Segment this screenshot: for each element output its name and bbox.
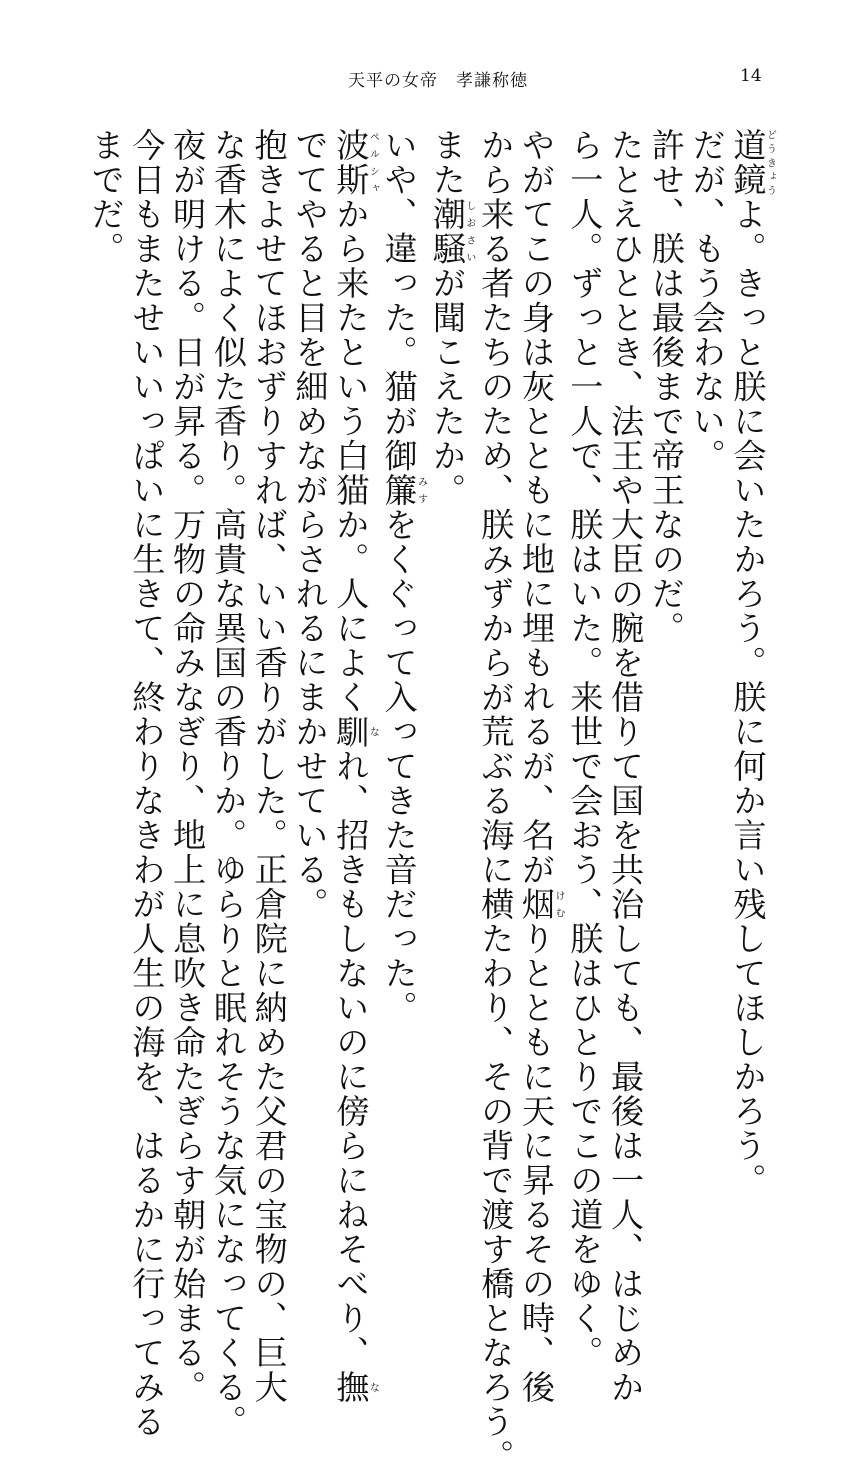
text-line: だが、もう会わない。 [687, 128, 727, 473]
ruby-word: 馴な [331, 714, 379, 749]
text-line: までだ。 [86, 128, 126, 266]
text-line: 今日もまたせいいっぱいに生きて、終わりなきわが人生の海を、はるかに行ってみる [127, 128, 167, 1439]
text-line: な香木によく似た香り。高貴な異国の香りか。ゆらりと眠れそうな気になってくる。 [208, 128, 248, 1439]
text-line: 夜が明ける。日が昇る。万物の命みなぎり、地上に息吹き命たぎらす朝が始まる。 [168, 128, 208, 1405]
text-line: いや、違った。猫が御簾みすをくぐって入ってきた音だった。 [379, 128, 427, 1025]
ruby-word: 波斯ペルシャ [331, 128, 379, 197]
page-header [0, 66, 841, 94]
running-title: 天平の女帝 孝謙称徳 [348, 71, 528, 91]
text-line: でてやると目を細めながらされるにまかせている。 [290, 128, 330, 922]
text-line: 許せ、朕は最後まで帝王なのだ。 [646, 128, 686, 646]
ruby-word: 簾みす [379, 473, 427, 508]
text-line: たとえひととき、法王や大臣の腕を借りて国を共治しても、最後は一人、はじめか [606, 128, 646, 1405]
text-line: また潮騒しおさいが聞こえたか。 [427, 128, 475, 508]
text-line: 抱きよせてほおずりすれば、いい香りがした。正倉院に納めた父君の宝物の、巨大 [249, 128, 289, 1405]
text-line: ら一人。ずっと一人で、朕はいた。来世で会おう、朕はひとりでこの道をゆく。 [565, 128, 605, 1370]
text-line: から来る者たちのため、朕みずからが荒ぶる海に横たわり、その背で渡す橋となろう。 [476, 128, 516, 1474]
text-line: 波斯ペルシャから来たという白猫か。人によく馴なれ、招きもしないのに傍らにねそべり、撫な [331, 128, 379, 1405]
vertical-body-text [86, 128, 776, 1474]
ruby-word: 道鏡どうきょう [728, 128, 776, 197]
ruby-word: 烟けむ [517, 887, 565, 922]
ruby-word: 潮騒しおさい [427, 197, 475, 266]
ruby-word: 撫な [331, 1370, 379, 1405]
page-number: 14 [740, 66, 762, 86]
text-line: やがてこの身は灰とともに地に埋もれるが、名が烟けむりとともに天に昇るその時、後 [517, 128, 565, 1405]
text-line: 道鏡どうきょうよ。きっと朕に会いたかろう。朕に何か言い残してほしかろう。 [728, 128, 776, 1198]
